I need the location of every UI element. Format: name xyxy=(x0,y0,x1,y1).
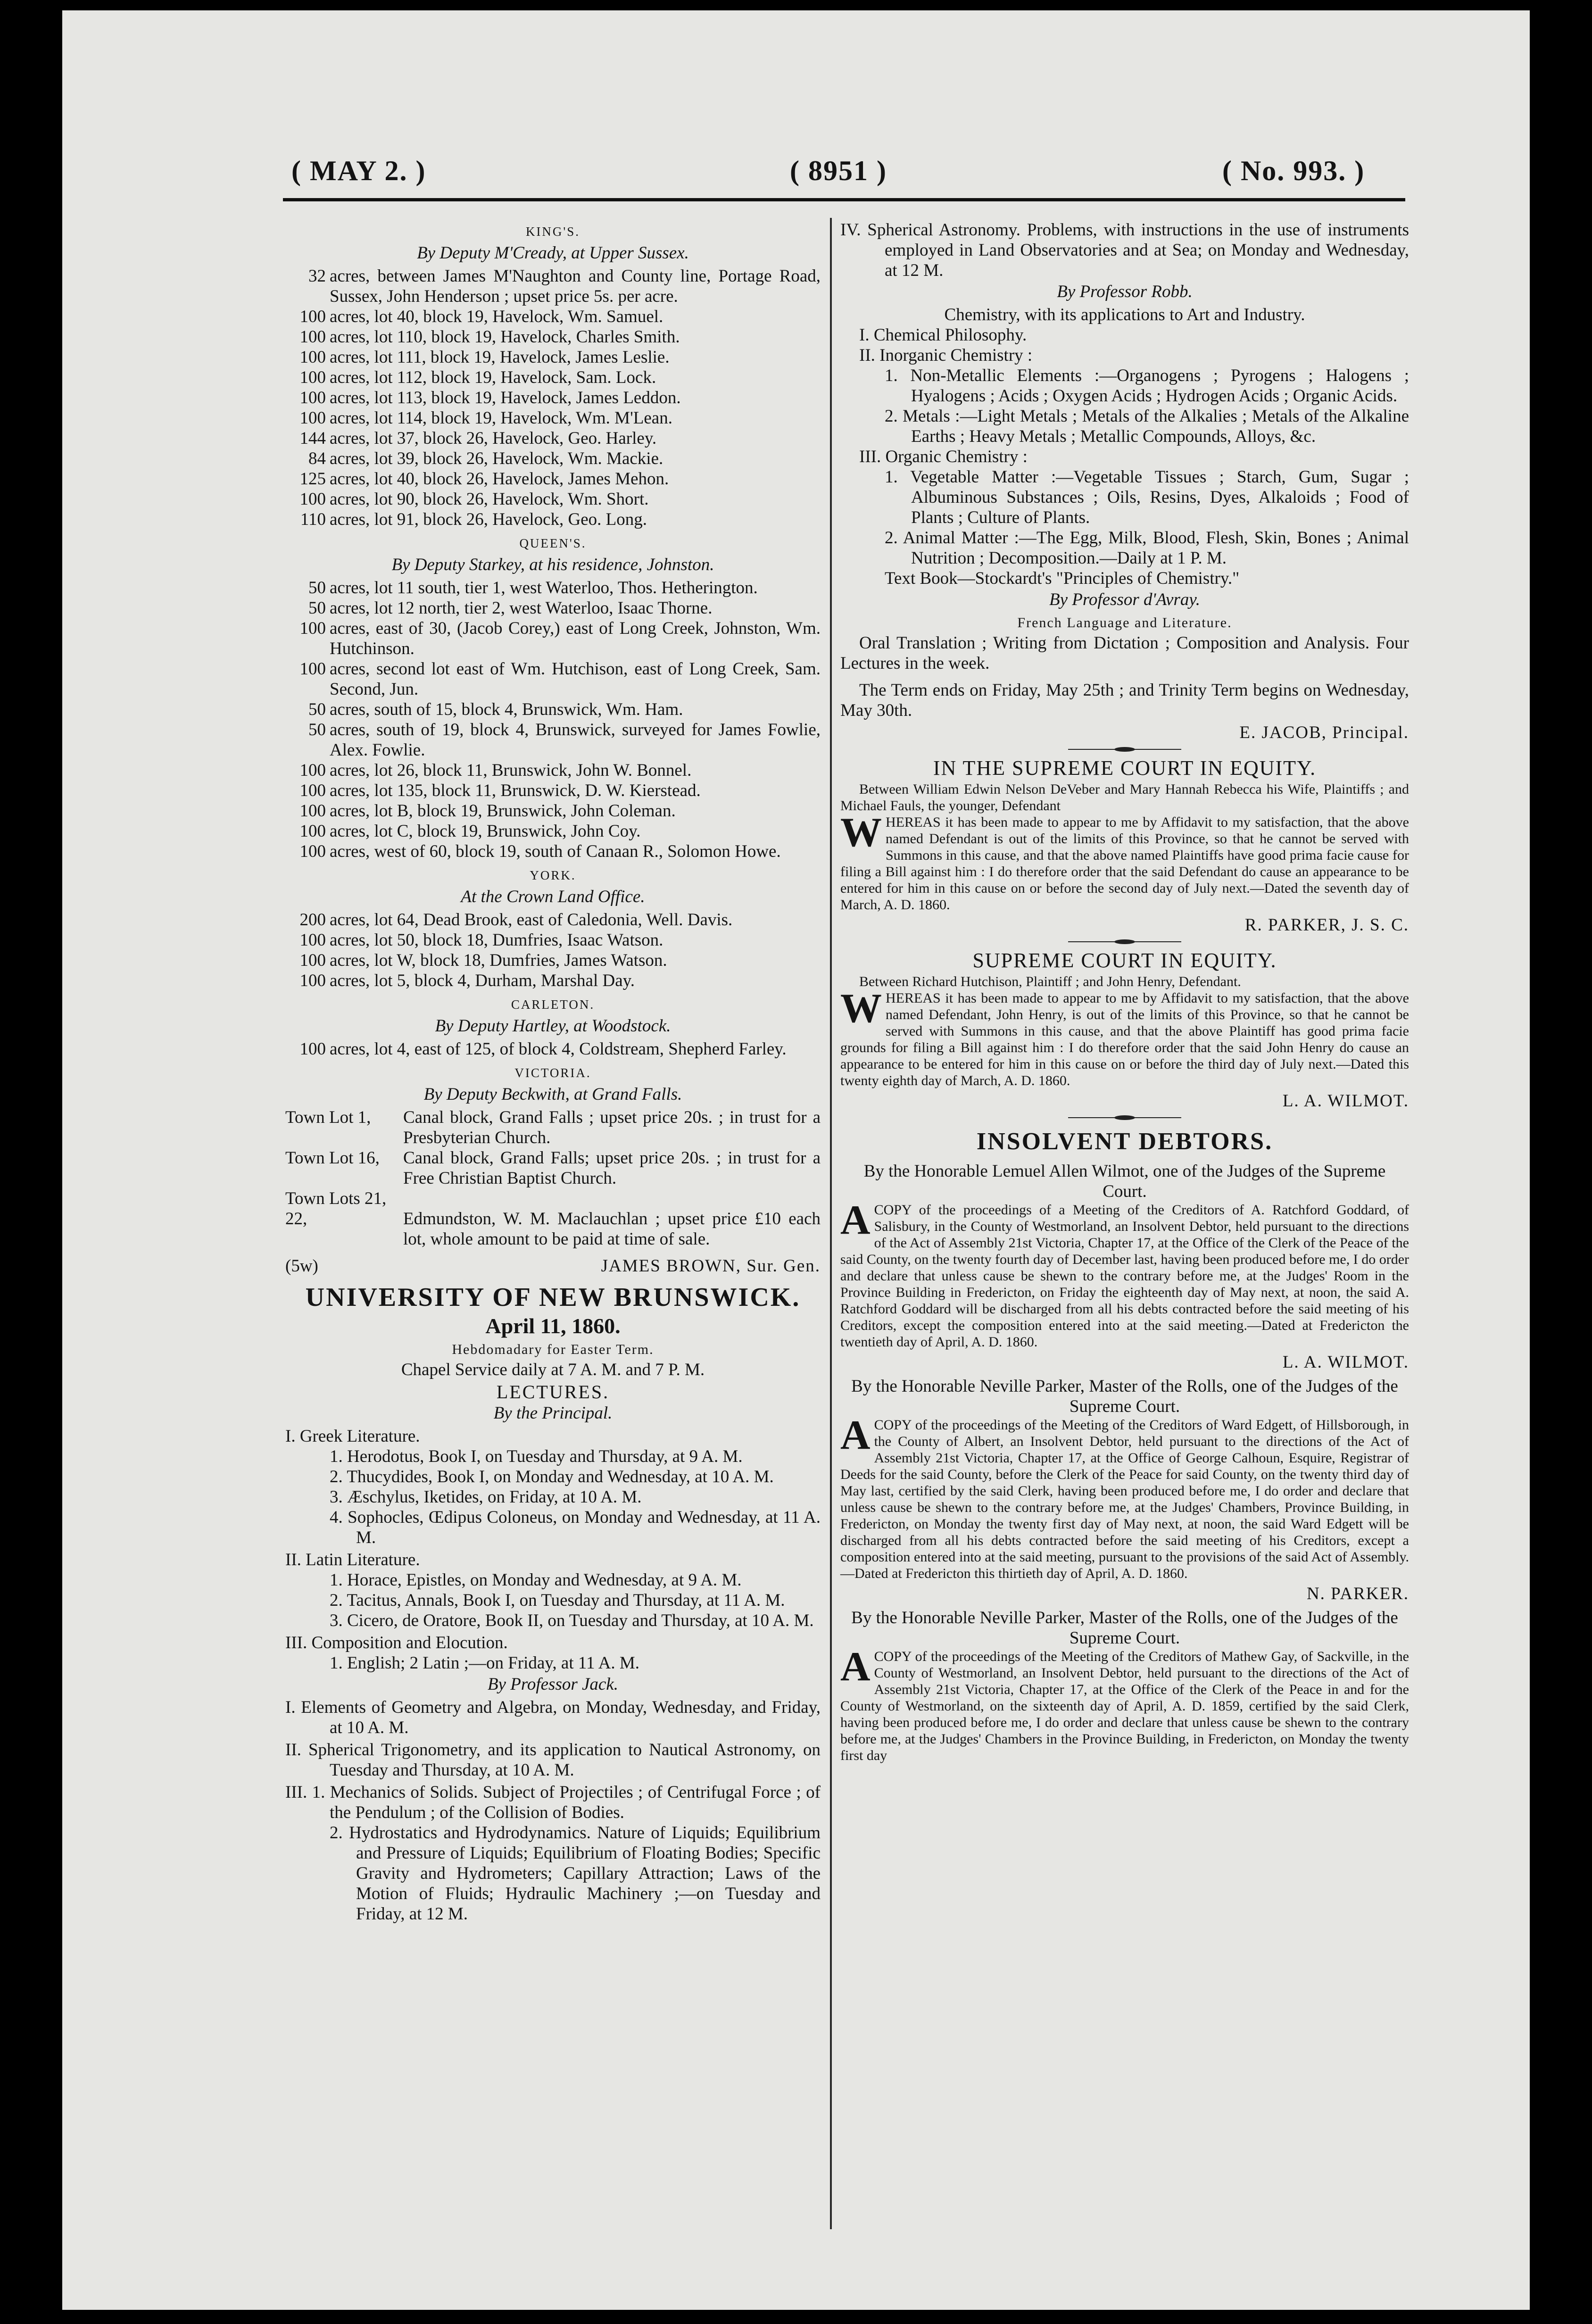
land-entry xyxy=(285,347,821,367)
land-entry xyxy=(285,367,821,388)
equity2-text: HEREAS it has been made to appear to me by Affidavit to my satisfaction, that the above named Defendant, John Henry, is out of the limits of this Province, so that he cannot be served with Summons in this cause, and that the above Plaintiff has good prima facie grounds for filing a Bill against him : I do therefore order that the said John Henry do cause an appearance to be entered for him in this cause on or before the third day of July next.—Dated this twenty eighth day of March, A. D. 1860. xyxy=(840,990,1409,1088)
notice2-by: By the Honorable Neville Parker, Master of the Rolls, one of the Judges of the Supreme Court. xyxy=(851,1377,1398,1416)
acreage: 100 xyxy=(299,951,326,970)
by-professor-davray: By Professor d'Avray. xyxy=(1049,590,1200,609)
entry-text: acres, lot 5, block 4, Durham, Marshal Day. xyxy=(330,971,635,990)
by-principal: By the Principal. xyxy=(493,1403,613,1423)
chapel-service: Chapel Service daily at 7 A. M. and 7 P. M. xyxy=(401,1360,705,1379)
jack-items xyxy=(285,1697,821,1823)
list-item: 2. Thucydides, Book I, on Monday and Wednesday, at 10 A. M. xyxy=(330,1467,774,1486)
land-entry xyxy=(285,578,821,598)
land-entry xyxy=(285,971,821,991)
ornament-divider xyxy=(1068,939,1181,945)
signature-jacob: E. JACOB, Principal. xyxy=(1239,723,1409,742)
inorganic-heading: II. Inorganic Chemistry : xyxy=(859,346,1033,365)
list-item: 1. Horace, Epistles, on Monday and Wednesday, at 9 A. M. xyxy=(330,1570,742,1590)
lectures-heading: LECTURES. xyxy=(496,1381,610,1403)
land-entry xyxy=(285,388,821,408)
composition-heading: III. Composition and Elocution. xyxy=(285,1633,508,1652)
hydrostatics-item: 2. Hydrostatics and Hydrodynamics. Nature of Liquids; Equilibrium and Pressure of Liquids; Equilibrium of Floating Bodies; Specific Gravity and Hydrometers; Capillary Attraction; Laws of the Motion of Fluids; Hydraulic Machinery ;—on Tuesday and Friday, at 12 M. xyxy=(330,1823,821,1924)
term-notice: The Term ends on Friday, May 25th ; and Trinity Term begins on Wednesday, May 30th. xyxy=(840,681,1409,720)
entries-carleton xyxy=(285,1039,821,1059)
deputy-victoria: By Deputy Beckwith, at Grand Falls. xyxy=(423,1085,682,1104)
entry-text: acres, lot 37, block 26, Havelock, Geo. Harley. xyxy=(330,429,657,448)
section-victoria: VICTORIA. xyxy=(514,1066,591,1080)
entry-text: acres, lot 135, block 11, Brunswick, D. W. Kierstead. xyxy=(330,781,701,800)
land-entry xyxy=(285,448,821,469)
left-column xyxy=(285,218,821,1924)
land-entry xyxy=(285,428,821,448)
land-entry xyxy=(285,841,821,862)
signature-wilmot-2: L. A. WILMOT. xyxy=(1282,1353,1409,1372)
deputy-york: At the Crown Land Office. xyxy=(461,887,645,906)
entry-text: acres, lot 40, block 26, Havelock, James Mehon. xyxy=(330,469,669,489)
notice3-by: By the Honorable Neville Parker, Master of the Rolls, one of the Judges of the Supreme Court. xyxy=(851,1608,1398,1648)
land-entry xyxy=(285,821,821,841)
acreage: 100 xyxy=(299,408,326,428)
land-entry xyxy=(285,910,821,930)
chemistry-title: Chemistry, with its applications to Art and Industry. xyxy=(944,305,1305,324)
acreage: Town Lots 21, 22, xyxy=(285,1189,387,1228)
entries-kings xyxy=(285,266,821,530)
list-item: I. Elements of Geometry and Algebra, on Monday, Wednesday, and Friday, at 10 A. M. xyxy=(285,1698,821,1737)
land-entry xyxy=(285,469,821,489)
land-entry xyxy=(285,266,821,307)
entry-text: acres, second lot east of Wm. Hutchison, east of Long Creek, Sam. Second, Jun. xyxy=(330,659,821,699)
deputy-carleton: By Deputy Hartley, at Woodstock. xyxy=(435,1016,671,1036)
section-carleton: CARLETON. xyxy=(511,997,595,1012)
entry-text: Edmundston, W. M. Maclauchlan ; upset price £10 each lot, whole amount to be paid at time of sale. xyxy=(403,1209,821,1249)
acreage: 100 xyxy=(299,781,326,800)
notice-code: (5w) xyxy=(285,1256,318,1276)
inorganic-items xyxy=(840,365,1409,447)
section-kings: KING'S. xyxy=(525,224,580,239)
acreage: 50 xyxy=(308,720,326,739)
section-queens: QUEEN'S. xyxy=(519,536,587,550)
entry-text: acres, lot 90, block 26, Havelock, Wm. Short. xyxy=(330,490,649,509)
entry-text: acres, lot W, block 18, Dumfries, James Watson. xyxy=(330,951,667,970)
acreage: 100 xyxy=(299,368,326,387)
header-date: ( MAY 2. ) xyxy=(291,155,426,186)
acreage: 110 xyxy=(300,510,326,529)
right-column xyxy=(840,218,1409,1764)
equity1-body xyxy=(840,810,1409,913)
entry-text: Canal block, Grand Falls ; upset price 20s. ; in trust for a Presbyterian Church. xyxy=(403,1108,821,1147)
chem-philosophy: I. Chemical Philosophy. xyxy=(859,325,1027,345)
french-text: Oral Translation ; Writing from Dictation ; Composition and Analysis. Four Lectures in the week. xyxy=(840,633,1409,673)
notice3-body xyxy=(840,1644,1409,1764)
deputy-queens: By Deputy Starkey, at his residence, Johnston. xyxy=(391,555,714,574)
entry-text: acres, lot 40, block 19, Havelock, Wm. Samuel. xyxy=(330,307,663,326)
land-entry xyxy=(285,720,821,760)
land-entry xyxy=(285,950,821,971)
notice3-text: COPY of the proceedings of the Meeting of the Creditors of Mathew Gay, of Sackville, in the County of Westmorland, an Insolvent Debtor, held pursuant to the directions of the Act of Assembly 21st Victoria, Chapter 17, at the Office of the Clerk of the Peace in and for the County of Westmorland, on the sixteenth day of April, A. D. 1859, certified by the said Clerk, having been produced before me, I do order and declare that unless cause be shewn to the contrary before me, at the Judges' Chambers in the Province Building, in Fredericton, on Monday the twenty first day xyxy=(840,1649,1409,1763)
entry-text: acres, lot 64, Dead Brook, east of Caledonia, Well. Davis. xyxy=(330,910,733,930)
entry-text: acres, lot 113, block 19, Havelock, James Leddon. xyxy=(330,388,681,407)
land-entry xyxy=(285,659,821,699)
signature-james-brown: JAMES BROWN, Sur. Gen. xyxy=(601,1256,821,1276)
drop-cap: A xyxy=(840,1197,871,1243)
header-issue-number: ( No. 993. ) xyxy=(1222,155,1365,186)
list-item: 2. Tacitus, Annals, Book I, on Tuesday and Thursday, at 11 A. M. xyxy=(330,1591,785,1610)
acreage: 144 xyxy=(299,429,326,448)
equity1-parties: Between William Edwin Nelson DeVeber and Mary Hannah Rebecca his Wife, Plaintiffs ; and Michael Fauls, the younger, Defendant xyxy=(840,781,1409,813)
list-item: 1. Vegetable Matter :—Vegetable Tissues ; Starch, Gum, Sugar ; Albuminous Substances ; Oils, Resins, Dyes, Alkaloids ; Food of Plants ; Culture of Plants. xyxy=(885,467,1409,527)
land-entry xyxy=(285,618,821,659)
land-entry xyxy=(285,408,821,428)
land-entry xyxy=(285,327,821,347)
acreage: 100 xyxy=(299,490,326,509)
entry-text: acres, south of 15, block 4, Brunswick, Wm. Ham. xyxy=(330,700,683,719)
list-item: 1. Herodotus, Book I, on Tuesday and Thursday, at 9 A. M. xyxy=(330,1447,743,1466)
list-item: 4. Sophocles, Œdipus Coloneus, on Monday and Wednesday, at 11 A. M. xyxy=(330,1508,821,1547)
notice1-text: COPY of the proceedings of a Meeting of the Creditors of A. Ratchford Goddard, of Salisbury, in the County of Westmorland, an Insolvent Debtor, held pursuant to the directions of the Act of Assembly 21st Victoria, Chapter 17, at the Office of the Clerk of the Peace of the said County, on the twenty fourth day of December last, having been produced before me, I do order and declare that unless cause be shewn to the contrary before me, at the Judges' Room in the Province Building in Fredericton, on Friday the eighteenth day of May next, at noon, the said A. Ratchford Goddard will be discharged from all his debts contracted before the said meeting of his Creditors, except the composition entered into at the said meeting.—Dated at Fredericton the twentieth day of April, A. D. 1860. xyxy=(840,1202,1410,1350)
entry-text: acres, lot 111, block 19, Havelock, James Leslie. xyxy=(330,348,670,367)
entry-text: Canal block, Grand Falls; upset price 20s. ; in trust for a Free Christian Baptist Church. xyxy=(403,1148,821,1188)
acreage: 100 xyxy=(299,348,326,367)
land-entry xyxy=(285,801,821,821)
entry-text: acres, lot 11 south, tier 1, west Waterloo, Thos. Hetherington. xyxy=(330,578,758,598)
entries-victoria xyxy=(285,1107,821,1249)
list-item: 2. Animal Matter :—The Egg, Milk, Blood, Flesh, Skin, Bones ; Animal Nutrition ; Decomposition.—Daily at 1 P. M. xyxy=(885,528,1409,568)
signature-n-parker: N. PARKER. xyxy=(1306,1584,1409,1603)
acreage: 100 xyxy=(299,307,326,326)
organic-heading: III. Organic Chemistry : xyxy=(859,447,1028,466)
acreage: 84 xyxy=(308,449,326,468)
land-entry xyxy=(285,930,821,950)
entry-text: acres, lot 114, block 19, Havelock, Wm. M'Lean. xyxy=(330,408,672,428)
land-entry xyxy=(285,1107,821,1148)
entry-text: acres, lot B, block 19, Brunswick, John Coleman. xyxy=(330,801,676,821)
entry-text: acres, lot 50, block 18, Dumfries, Isaac Watson. xyxy=(330,930,663,950)
acreage: 100 xyxy=(299,388,326,407)
land-entry xyxy=(285,1039,821,1059)
list-item: 2. Metals :—Light Metals ; Metals of the Alkalies ; Metals of the Alkaline Earths ; Heavy Metals ; Metallic Compounds, Alloys, &c. xyxy=(885,407,1409,446)
column-rule xyxy=(830,218,832,2229)
entry-text: acres, lot 12 north, tier 2, west Waterloo, Isaac Thorne. xyxy=(330,598,713,618)
equity2-parties: Between Richard Hutchison, Plaintiff ; and John Henry, Defendant. xyxy=(859,974,1241,989)
signature-parker: R. PARKER, J. S. C. xyxy=(1244,915,1409,935)
acreage: 100 xyxy=(299,801,326,821)
entry-text: acres, lot 112, block 19, Havelock, Sam. Lock. xyxy=(330,368,656,387)
notice2-text: COPY of the proceedings of the Meeting of the Creditors of Ward Edgett, of Hillsborough, in the County of Albert, an Insolvent Debtor, held pursuant to the directions of the Act of Assembly 21st Victoria, Chapter 17, at the Office of George Calhoun, Esquire, Registrar of Deeds for the said County, before the Clerk of the Peace for said County, on the twenty third day of May last, certified by the said Clerk, having been produced before me, I do order and declare that unless cause be shewn to the contrary before me, at the Judges' Chambers, Province Building, in Fredericton, on Monday the twenty first day of May next, at noon, the said Ward Edgett will be discharged from all his debts contracted before the said meeting of his Creditors, except a composition entered into at the said meeting, pursuant to the provisions of the said Act of Assembly.—Dated at Fredericton this thirtieth day of April, A. D. 1860. xyxy=(840,1417,1409,1581)
acreage: 100 xyxy=(299,327,326,347)
list-item: 1. English; 2 Latin ;—on Friday, at 11 A. M. xyxy=(330,1653,640,1673)
land-entry xyxy=(285,699,821,720)
ornament-divider xyxy=(1068,1115,1181,1120)
entry-text: acres, lot 4, east of 125, of block 4, Coldstream, Shepherd Farley. xyxy=(330,1039,787,1059)
list-item: 3. Æschylus, Iketides, on Friday, at 10 A. M. xyxy=(330,1487,642,1507)
entries-york xyxy=(285,910,821,991)
entry-text: acres, west of 60, block 19, south of Canaan R., Solomon Howe. xyxy=(330,842,781,861)
textbook: Text Book—Stockardt's "Principles of Chemistry." xyxy=(885,569,1240,588)
signature-row xyxy=(285,1256,821,1276)
french-title: French Language and Literature. xyxy=(1017,615,1232,631)
acreage: 100 xyxy=(299,842,326,861)
insolvent-title: INSOLVENT DEBTORS. xyxy=(976,1128,1273,1155)
notice1-body xyxy=(840,1197,1410,1350)
greek-items xyxy=(285,1446,821,1548)
acreage: 100 xyxy=(299,822,326,841)
entry-text: acres, lot 91, block 26, Havelock, Geo. Long. xyxy=(330,510,647,529)
header-page-number: ( 8951 ) xyxy=(790,155,887,186)
drop-cap: A xyxy=(840,1412,871,1458)
list-item: 1. Non-Metallic Elements :—Organogens ; Pyrogens ; Halogens ; Hyalogens ; Acids ; Oxygen Acids ; Hydrogen Acids ; Organic Acids. xyxy=(885,366,1409,406)
university-title: UNIVERSITY OF NEW BRUNSWICK. xyxy=(305,1283,801,1312)
acreage: 50 xyxy=(308,700,326,719)
acreage: 32 xyxy=(308,266,326,286)
latin-items xyxy=(285,1570,821,1631)
entry-text: acres, east of 30, (Jacob Corey,) east of Long Creek, Johnston, Wm. Hutchinson. xyxy=(330,619,821,658)
land-entry xyxy=(285,760,821,780)
by-professor-robb: By Professor Robb. xyxy=(1057,282,1193,301)
land-entry xyxy=(285,1188,821,1249)
entry-text: acres, lot C, block 19, Brunswick, John Coy. xyxy=(330,822,641,841)
deputy-kings: By Deputy M'Cready, at Upper Sussex. xyxy=(417,243,689,263)
entry-text: acres, south of 19, block 4, Brunswick, surveyed for James Fowlie, Alex. Fowlie. xyxy=(330,720,821,760)
latin-heading: II. Latin Literature. xyxy=(285,1550,420,1569)
acreage: 100 xyxy=(299,1039,326,1059)
land-entry xyxy=(285,509,821,530)
spherical-astronomy: IV. Spherical Astronomy. Problems, with instructions in the use of instruments employed in Land Observatories and at Sea; on Monday and Wednesday, at 12 M. xyxy=(840,220,1409,280)
acreage: 100 xyxy=(299,659,326,679)
list-item: II. Spherical Trigonometry, and its application to Nautical Astronomy, on Tuesday and Thursday, at 10 A. M. xyxy=(285,1740,821,1780)
acreage: Town Lot 1, xyxy=(285,1108,371,1127)
by-professor-jack: By Professor Jack. xyxy=(487,1675,619,1694)
section-york: YORK. xyxy=(530,868,576,882)
entry-text: acres, lot 26, block 11, Brunswick, John W. Bonnel. xyxy=(330,761,692,780)
entry-text: acres, lot 39, block 26, Havelock, Wm. Mackie. xyxy=(330,449,663,468)
list-item: III. 1. Mechanics of Solids. Subject of Projectiles ; of Centrifugal Force ; of the Pendulum ; of the Collision of Bodies. xyxy=(285,1783,821,1822)
acreage: 50 xyxy=(308,598,326,618)
acreage: 100 xyxy=(299,971,326,990)
acreage: 100 xyxy=(299,930,326,950)
equity1-title: IN THE SUPREME COURT IN EQUITY. xyxy=(933,756,1317,780)
acreage: 50 xyxy=(308,578,326,598)
ornament-divider xyxy=(1068,747,1181,752)
land-entry xyxy=(285,780,821,801)
drop-cap: W xyxy=(840,986,882,1031)
drop-cap: A xyxy=(840,1644,871,1690)
land-entry xyxy=(285,598,821,618)
land-entry xyxy=(285,489,821,509)
entry-text: acres, lot 110, block 19, Havelock, Charles Smith. xyxy=(330,327,680,347)
land-entry xyxy=(285,1148,821,1188)
notice2-body xyxy=(840,1412,1409,1582)
acreage: 200 xyxy=(299,910,326,930)
university-date: April 11, 1860. xyxy=(485,1314,621,1338)
acreage: Town Lot 16, xyxy=(285,1148,380,1168)
university-subtitle: Hebdomadary for Easter Term. xyxy=(452,1342,654,1357)
entries-queens xyxy=(285,578,821,862)
list-item: 3. Cicero, de Oratore, Book II, on Tuesday and Thursday, at 10 A. M. xyxy=(330,1611,814,1630)
acreage: 100 xyxy=(299,761,326,780)
acreage: 125 xyxy=(299,469,326,489)
equity2-body xyxy=(840,986,1409,1089)
header-rule xyxy=(283,198,1405,201)
acreage: 100 xyxy=(299,619,326,638)
drop-cap: W xyxy=(840,810,882,855)
entry-text: acres, between James M'Naughton and County line, Portage Road, Sussex, John Henderson ; upset price 5s. per acre. xyxy=(330,266,821,306)
equity1-text: HEREAS it has been made to appear to me by Affidavit to my satisfaction, that the above named Defendant is out of the limits of this Province, so that he cannot be served with Summons in this cause, and that the above named Plaintiffs have good prima facie cause for filing a Bill against him : I do therefore order that the said Defendant do cause an appearance to be entered for him in this cause on or before the second day of July next.—Dated the seventh day of March, A. D. 1860. xyxy=(840,814,1409,913)
signature-wilmot: L. A. WILMOT. xyxy=(1282,1091,1409,1111)
composition-items xyxy=(285,1653,821,1673)
land-entry xyxy=(285,307,821,327)
equity2-title: SUPREME COURT IN EQUITY. xyxy=(972,949,1277,972)
greek-heading: I. Greek Literature. xyxy=(285,1427,420,1446)
organic-items xyxy=(840,467,1409,568)
notice1-by: By the Honorable Lemuel Allen Wilmot, one of the Judges of the Supreme Court. xyxy=(863,1162,1386,1201)
